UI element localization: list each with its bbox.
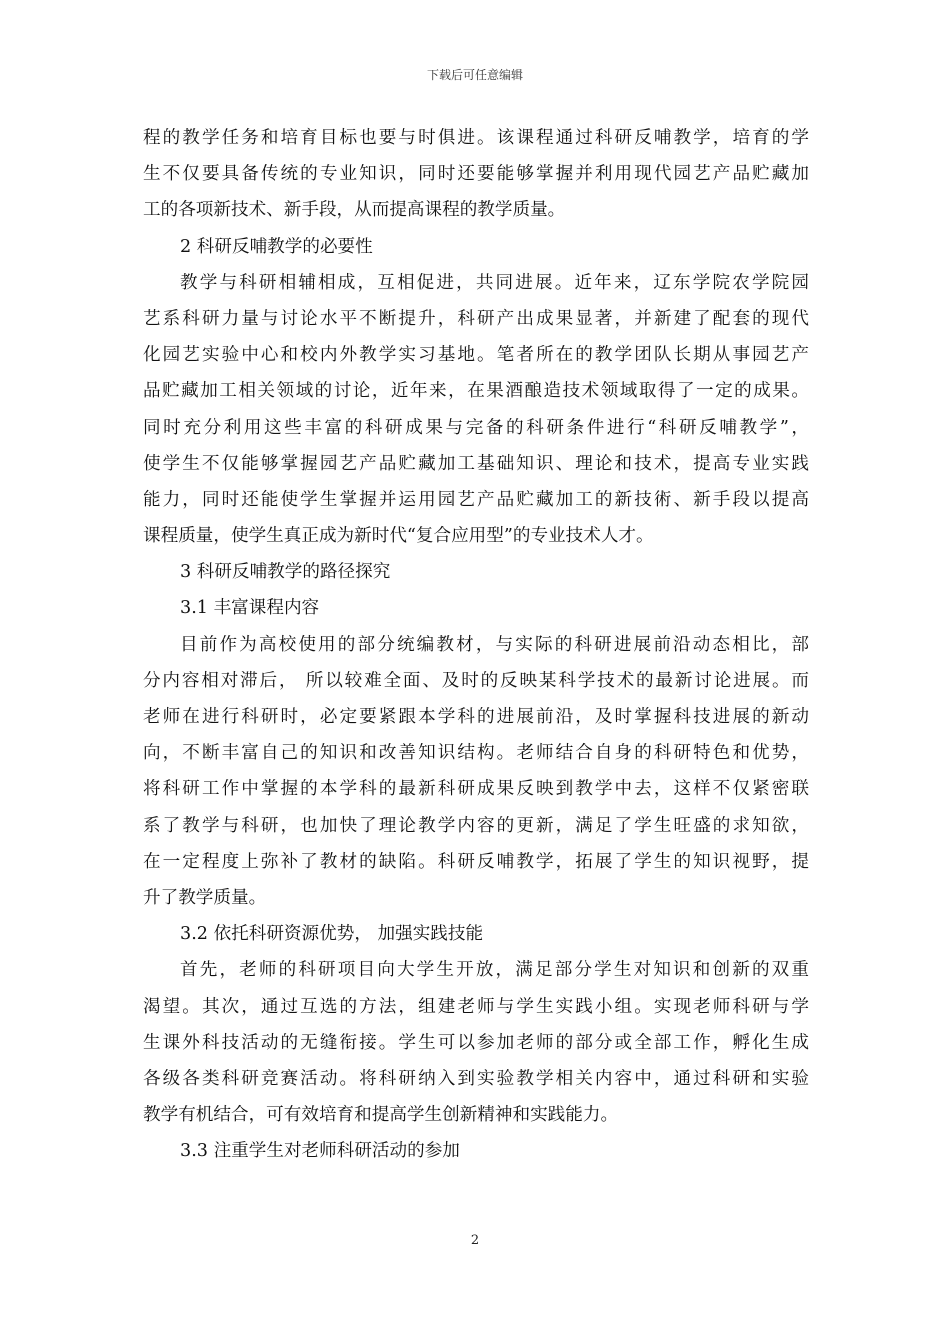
body-line: 向，不断丰富自己的知识和改善知识结构。老师结合自身的科研特色和优势， [143, 743, 809, 764]
section-heading-3: 3 科研反哺教学的路径探究 [180, 562, 391, 583]
body-line: 化园艺实验中心和校内外教学实习基地。笔者所在的教学团队长期从事园艺产 [143, 345, 809, 366]
body-line: 品贮藏加工相关领域的讨论，近年来，在果酒酿造技术领域取得了一定的成果。 [143, 381, 809, 402]
body-line: 在一定程度上弥补了教材的缺陷。科研反哺教学，拓展了学生的知识视野，提 [143, 851, 809, 872]
body-line: 生课外科技活动的无缝衔接。学生可以参加老师的部分或全部工作，孵化生成 [143, 1032, 809, 1053]
subsection-heading-3-1: 3.1 丰富课程内容 [180, 598, 320, 619]
page-header: 下载后可任意编辑 [426, 68, 523, 82]
subsection-heading-3-3: 3.3 注重学生对老师科研活动的参加 [180, 1141, 460, 1162]
body-line: 将科研工作中掌握的本学科的最新科研成果反映到教学中去，这样不仅紧密联 [143, 779, 809, 800]
body-line: 各级各类科研竞赛活动。将科研纳入到实验教学相关内容中，通过科研和实验 [143, 1068, 809, 1089]
document-body [143, 120, 809, 1169]
body-line: 使学生不仅能够掌握园艺产品贮藏加工基础知识、理论和技术，提高专业实践 [143, 453, 809, 474]
body-line: 同时充分利用这些丰富的科研成果与完备的科研条件进行“科研反哺教学”， [143, 417, 809, 438]
body-line: 分内容相对滞后， 所以较难全面、及时的反映某科学技术的最新讨论进展。而 [143, 670, 809, 691]
body-line: 艺系科研力量与讨论水平不断提升，科研产出成果显著，并新建了配套的现代 [143, 308, 809, 329]
body-line: 渴望。其次，通过互选的方法，组建老师与学生实践小组。实现老师科研与学 [143, 996, 809, 1017]
body-line: 教学与科研相辅相成，互相促进，共同进展。近年来，辽东学院农学院园 [180, 272, 809, 293]
body-line: 系了教学与科研，也加快了理论教学内容的更新，满足了学生旺盛的求知欲， [143, 815, 809, 836]
body-line: 教学有机结合，可有效培育和提高学生创新精神和实践能力。 [143, 1105, 619, 1126]
body-line: 升了教学质量。 [143, 887, 267, 908]
subsection-heading-3-2: 3.2 依托科研资源优势， 加强实践技能 [180, 924, 484, 945]
body-line: 能力，同时还能使学生掌握并运用园艺产品贮藏加工的新技術、新手段以提高 [143, 489, 809, 510]
section-heading-2: 2 科研反哺教学的必要性 [180, 236, 373, 257]
body-line: 首先，老师的科研项目向大学生开放，满足部分学生对知识和创新的双重 [180, 960, 809, 981]
body-line: 生不仅要具备传统的专业知识，同时还要能够掌握并利用现代园艺产品贮藏加 [143, 164, 809, 185]
page-number: 2 [470, 1233, 480, 1248]
body-line: 老师在进行科研时，必定要紧跟本学科的进展前沿，及时掌握科技进展的新动 [143, 707, 809, 727]
body-line: 课程质量，使学生真正成为新时代“复合应用型”的专业技术人才。 [143, 526, 654, 547]
body-line: 工的各项新技术、新手段，从而提高课程的教学质量。 [143, 200, 566, 221]
body-line: 目前作为高校使用的部分统编教材，与实际的科研进展前沿动态相比，部 [180, 634, 809, 655]
body-line: 程的教学任务和培育目标也要与时俱进。该课程通过科研反哺教学，培育的学 [143, 128, 809, 148]
